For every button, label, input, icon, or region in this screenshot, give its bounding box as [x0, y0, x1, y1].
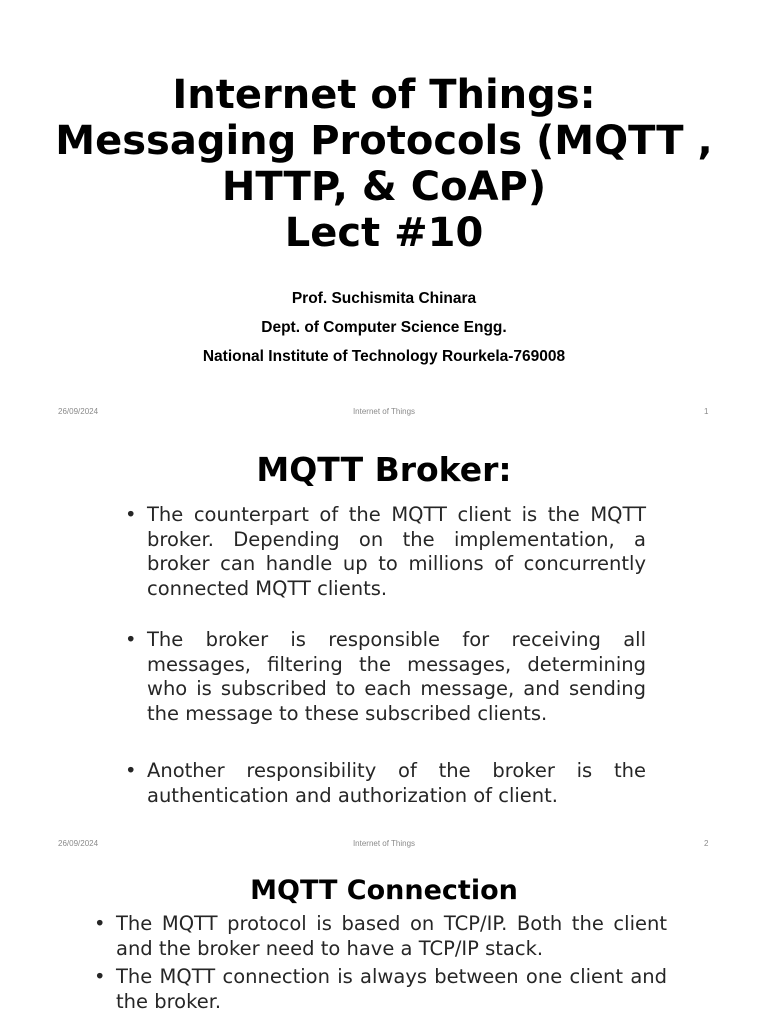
title-slide — [0, 0, 768, 432]
bullet-icon: • — [125, 628, 137, 651]
page-number: 2 — [704, 839, 709, 848]
bullet-item — [94, 965, 667, 1014]
footer-date: 26/09/2024 — [58, 407, 99, 416]
slide-heading: MQTT Broker: — [256, 450, 512, 489]
footer-title: Internet of Things — [352, 407, 416, 416]
slide-footer — [0, 839, 768, 851]
bullet-text: The counterpart of the MQTT client is the MQTT broker. Depending on the implementation, a broker can handle up to millions of concurrently connected MQTT clients. — [147, 503, 646, 600]
slide-heading: MQTT Connection — [250, 875, 518, 906]
mqtt-connection-slide — [0, 864, 768, 1024]
bullet-icon: • — [125, 503, 137, 526]
bullet-icon: • — [94, 965, 106, 988]
slide-footer — [0, 407, 768, 419]
title-line: Lect #10 — [284, 210, 484, 256]
title-line: Internet of Things: — [172, 72, 596, 118]
bullet-text: The MQTT connection is always between one client and the broker. — [116, 965, 667, 1013]
bullet-list — [94, 912, 667, 1018]
institute: National Institute of Technology Rourkela-769008 — [202, 348, 566, 365]
bullet-item — [125, 759, 646, 808]
bullet-item — [125, 503, 646, 601]
department: Dept. of Computer Science Engg. — [261, 319, 507, 336]
slide-title — [0, 72, 768, 256]
footer-title: Internet of Things — [352, 839, 416, 848]
bullet-item — [125, 628, 646, 726]
title-line: HTTP, & CoAP) — [221, 164, 547, 210]
title-line: Messaging Protocols (MQTT , — [55, 118, 713, 164]
bullet-icon: • — [94, 912, 106, 935]
bullet-text: Another responsibility of the broker is the authentication and authorization of client. — [147, 759, 646, 807]
bullet-text: The broker is responsible for receiving all messages, filtering the messages, determining who is subscribed to each message, and sending the message to these subscribed clients. — [147, 628, 646, 725]
author-block — [0, 287, 768, 374]
bullet-item — [94, 912, 667, 961]
page-number: 1 — [704, 407, 709, 416]
author-name: Prof. Suchismita Chinara — [291, 290, 477, 307]
bullet-text: The MQTT protocol is based on TCP/IP. Both the client and the broker need to have a TCP/IP stack. — [116, 912, 667, 960]
footer-date: 26/09/2024 — [58, 839, 99, 848]
bullet-list — [125, 503, 646, 808]
mqtt-broker-slide — [0, 432, 768, 864]
bullet-icon: • — [125, 759, 137, 782]
